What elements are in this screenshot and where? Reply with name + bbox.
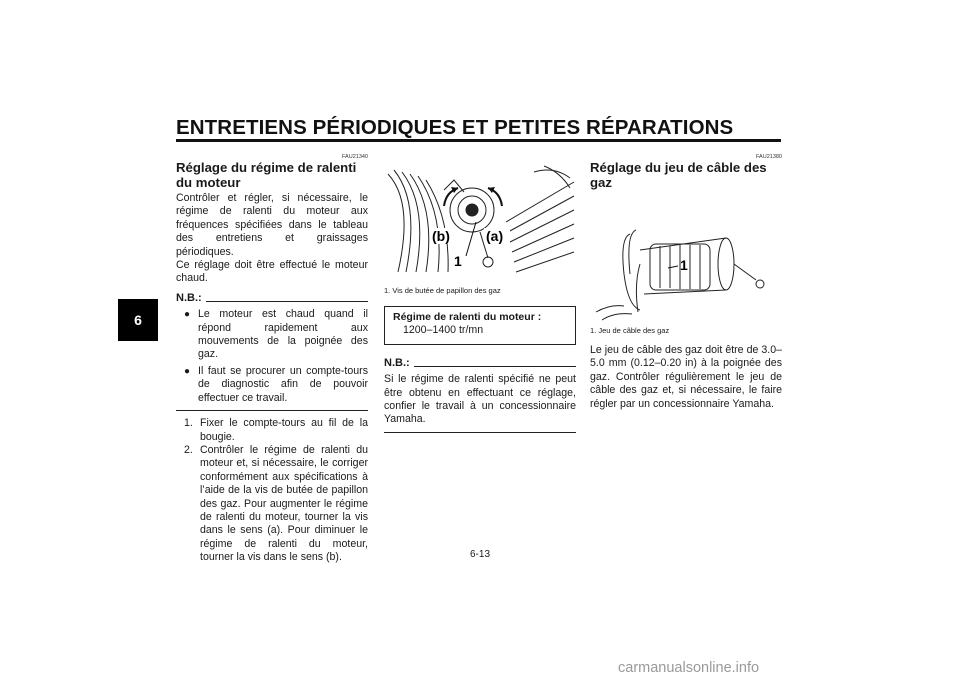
bullet-icon: ● <box>184 365 191 377</box>
step-number: 2. <box>184 443 193 456</box>
figure-caption: 1. Jeu de câble des gaz <box>590 326 670 335</box>
throttle-stop-screw-illustration <box>384 162 576 282</box>
spec-title: Régime de ralenti du moteur : <box>393 311 542 323</box>
section-title-idle-speed: Réglage du régime de ralenti du moteur <box>176 160 357 190</box>
section-code: FAU21380 <box>756 154 782 160</box>
bullet-text: Il faut se procurer un compte-tours de diagnostic afin de pouvoir effectuer ce travail. <box>198 364 368 404</box>
column-throttle-cable <box>590 150 782 411</box>
watermark: carmanualsonline.info <box>618 660 760 676</box>
spec-value: 1200–1400 tr/mn <box>403 324 484 337</box>
label-1: 1 <box>454 253 462 269</box>
note-heading <box>384 357 576 370</box>
note-heading <box>176 292 368 305</box>
step-text: Contrôler le régime de ralenti du moteur et, si nécessaire, le corriger conformément aux spécifications à l’aide de la vis de butée de papillon des gaz. Pour augmenter le régime de ralenti du moteur, tourner la vis dans le sens (a). Pour diminuer le régime de ralenti du moteur, tourner la vis dans le sens (b). <box>200 443 368 564</box>
bullet-item <box>176 308 368 362</box>
note-rule <box>414 366 576 367</box>
figure-caption: 1. Vis de butée de papillon des gaz <box>384 286 501 295</box>
note-label: N.B.: <box>176 291 202 304</box>
cable-paragraph: Le jeu de câble des gaz doit être de 3.0–5.0 mm (0.12–0.20 in) à la poignée des gaz. Contrôler régulièrement le jeu de câble des gaz et, si nécessaire, le faire régler par un concessionnaire Yamaha. <box>590 344 782 410</box>
note-label: N.B.: <box>384 356 410 369</box>
page-number: 6-13 <box>469 549 490 560</box>
column-idle-speed <box>176 150 368 565</box>
bullet-icon: ● <box>184 309 191 321</box>
intro-paragraph: Contrôler et régler, si nécessaire, le régime de ralenti du moteur aux fréquences spécifiées dans le tableau des entretiens et graissages périodiques. <box>176 192 368 258</box>
note-end-rule <box>384 427 576 433</box>
bullet-item <box>176 365 368 405</box>
step-text: Fixer le compte-tours au fil de la bougie. <box>200 417 368 443</box>
section-title-throttle-cable: Réglage du jeu de câble des gaz <box>590 160 767 190</box>
chapter-tab: 6 <box>118 299 158 341</box>
throttle-cable-illustration <box>590 194 782 322</box>
note-end-rule <box>176 405 368 411</box>
label-1: 1 <box>680 257 688 273</box>
page-header-title: ENTRETIENS PÉRIODIQUES ET PETITES RÉPARATIONS <box>176 116 734 139</box>
note-text: Si le régime de ralenti spécifié ne peut être obtenu en effectuant ce réglage, confier le travail à un concessionnaire Yamaha. <box>384 373 576 426</box>
header-rule <box>176 139 781 142</box>
bullet-text: Le moteur est chaud quand il répond rapidement aux mouvements de la poignée des gaz. <box>198 308 368 361</box>
step-number: 1. <box>184 417 193 430</box>
column-idle-figure <box>384 150 576 439</box>
intro-paragraph-2: Ce réglage doit être effectué le moteur chaud. <box>176 259 368 285</box>
section-code: FAU21340 <box>342 154 368 160</box>
grip-illustration <box>590 194 782 322</box>
step-item <box>176 417 368 444</box>
note-rule <box>206 301 368 302</box>
spec-box <box>384 306 576 345</box>
engine-illustration <box>384 162 576 274</box>
label-b: (b) <box>432 228 450 244</box>
step-item <box>176 444 368 565</box>
label-a: (a) <box>486 228 504 244</box>
